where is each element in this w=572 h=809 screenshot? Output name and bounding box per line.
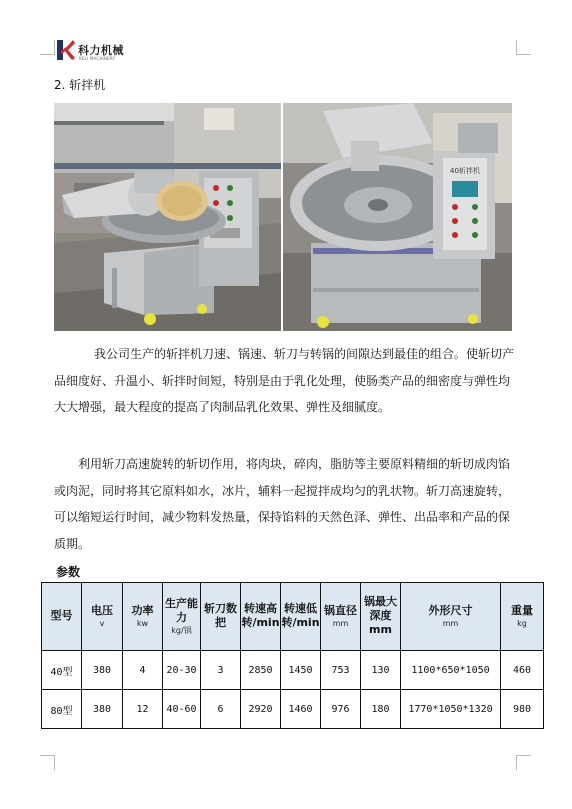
logo-english-name: KELI MACHINERY: [79, 56, 116, 61]
header-voltage: 电压 v: [82, 583, 123, 651]
function-paragraph: 利用斩刀高速旋转的斩切作用，将肉块，碎肉，脂肪等主要原料精细的斩切成肉馅或肉泥，同时将其它原料如水，冰片，辅料一起搅拌成均匀的乳状物。斩刀高速旋转，可以缩短运行时间，减少物料发热量，保持馅料的天然色泽、弹性、出品率和产品的保质期。: [54, 457, 511, 551]
cell-blade-count: 3: [201, 651, 241, 690]
intro-paragraph: 我公司生产的斩拌机刀速、锅速、斩刀与转锅的间隙达到最佳的组合。使斩切产品细度好、升温小、斩拌时间短，特别是由于乳化处理，使肠类产品的细密度与弹性均大大增强，最大程度的提高了肉制品乳化效果、弹性及细腻度。: [54, 347, 515, 414]
cell-speed-high: 2920: [241, 690, 281, 729]
cell-weight: 980: [501, 690, 544, 729]
cell-weight: 460: [501, 651, 544, 690]
section-title: 2. 斩拌机: [54, 78, 106, 92]
spec-table: [41, 582, 544, 729]
table-row: [42, 690, 544, 729]
logo-chinese-name: 科力机械: [78, 44, 124, 57]
crop-mark-bottom-right: [516, 755, 531, 770]
header-weight: 重量 kg: [501, 583, 544, 651]
header-speed-low: 转速低转/min: [281, 583, 321, 651]
cell-dimensions: 1100*650*1050: [401, 651, 501, 690]
table-row: [42, 651, 544, 690]
bowl-cutter-photo-right: [283, 103, 512, 331]
cell-power: 12: [123, 690, 163, 729]
cell-speed-low: 1450: [281, 651, 321, 690]
crop-mark-bottom-left: [40, 755, 55, 770]
cell-voltage: 380: [82, 690, 123, 729]
cell-bowl-diameter: 976: [321, 690, 361, 729]
cell-voltage: 380: [82, 651, 123, 690]
cell-blade-count: 6: [201, 690, 241, 729]
header-bowl-diameter: 锅直径 mm: [321, 583, 361, 651]
header-blade-count: 斩刀数把: [201, 583, 241, 651]
header-bowl-depth: 锅最大深度mm: [361, 583, 401, 651]
header-speed-high: 转速高转/min: [241, 583, 281, 651]
header-dimensions: 外形尺寸 mm: [401, 583, 501, 651]
cell-capacity: 20-30: [163, 651, 201, 690]
cell-power: 4: [123, 651, 163, 690]
cell-capacity: 40-60: [163, 690, 201, 729]
header-model: 型号: [42, 583, 82, 651]
table-header-row: [42, 583, 544, 651]
control-panel-label: 40斩拌机: [450, 167, 480, 175]
bowl-cutter-photo-left: [54, 103, 281, 331]
cell-bowl-depth: 180: [361, 690, 401, 729]
header-capacity: 生产能力 kg/锅: [163, 583, 201, 651]
cell-speed-high: 2850: [241, 651, 281, 690]
crop-mark-top-right: [516, 40, 531, 55]
cell-model: 40型: [42, 651, 82, 690]
company-logo: [54, 38, 124, 64]
cell-bowl-diameter: 753: [321, 651, 361, 690]
cell-dimensions: 1770*1050*1320: [401, 690, 501, 729]
cell-bowl-depth: 130: [361, 651, 401, 690]
logo-mark-icon: [54, 38, 76, 62]
table-caption: 参数: [56, 565, 81, 579]
cell-speed-low: 1460: [281, 690, 321, 729]
cell-model: 80型: [42, 690, 82, 729]
crop-mark-top-left: [40, 40, 55, 55]
header-power: 功率 kw: [123, 583, 163, 651]
